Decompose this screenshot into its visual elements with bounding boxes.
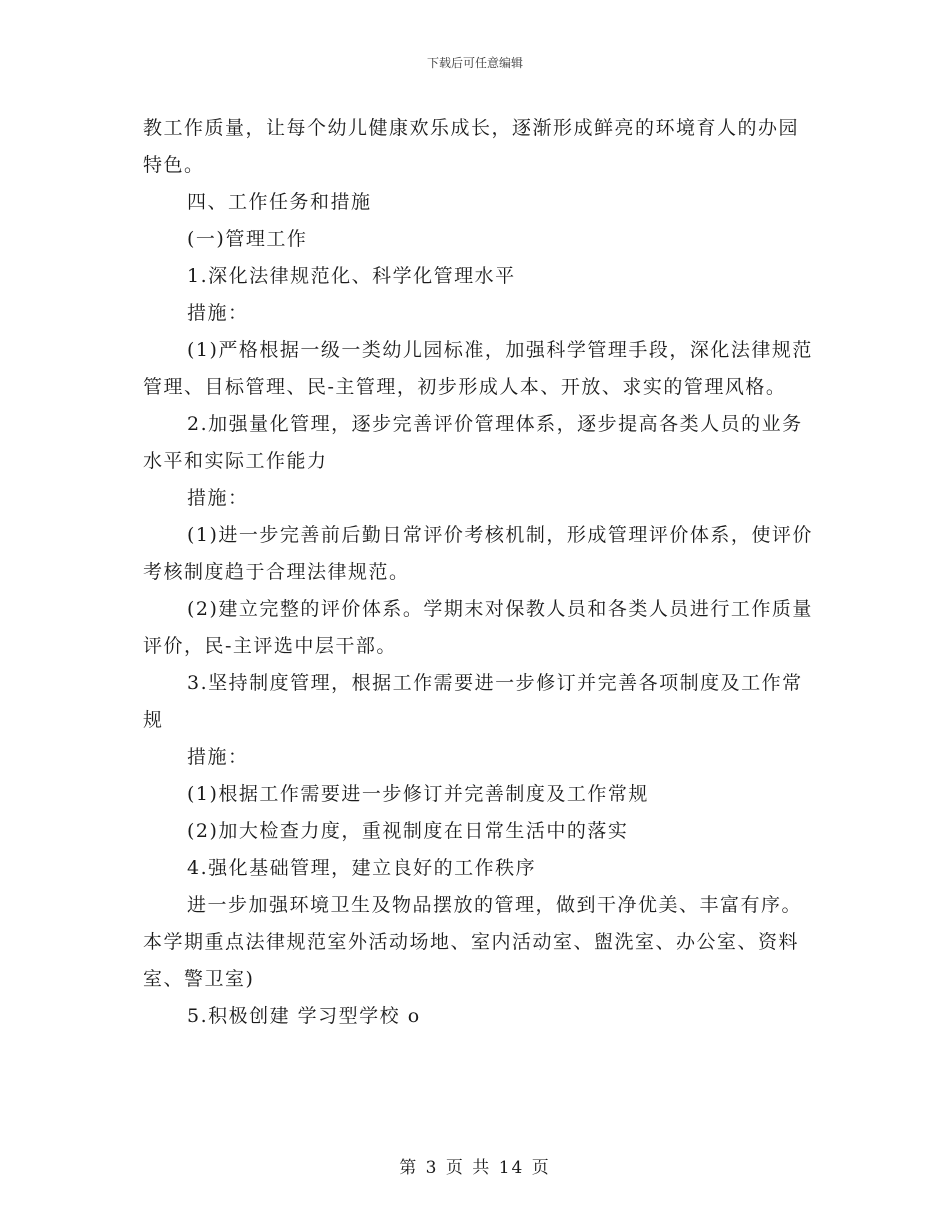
measures-label-3: 措施： [187, 746, 249, 768]
item-heading-4: 4.强化基础管理，建立良好的工作秩序 [187, 857, 537, 879]
section-heading: 四、工作任务和措施 [187, 191, 372, 213]
measures-label-2: 措施： [187, 487, 249, 509]
measure-3-1: (1)根据工作需要进一步修订并完善制度及工作常规 [187, 783, 649, 805]
paragraph-1: 教工作质量，让每个幼儿健康欢乐成长，逐渐形成鲜亮的环境育人的办园特色。 [143, 117, 800, 176]
item-heading-2: 2.加强量化管理，逐步完善评价管理体系，逐步提高各类人员的业务水平和实际工作能力 [143, 413, 803, 472]
measure-2-2: (2)建立完整的评价体系。学期末对保教人员和各类人员进行工作质量评价，民-主评选中层干部。 [143, 598, 813, 657]
item-heading-3: 3.坚持制度管理，根据工作需要进一步修订并完善各项制度及工作常规 [143, 672, 803, 731]
measure-1-1: (1)严格根据一级一类幼儿园标准，加强科学管理手段，深化法律规范管理、目标管理、民-主管理，初步形成人本、开放、求实的管理风格。 [143, 339, 813, 398]
page-header: 下载后可任意编辑 [426, 56, 523, 70]
item-heading-1: 1.深化法律规范化、科学化管理水平 [187, 265, 516, 287]
measure-3-2: (2)加大检查力度，重视制度在日常生活中的落实 [187, 820, 629, 842]
item-4-body: 进一步加强环境卫生及物品摆放的管理，做到干净优美、丰富有序。本学期重点法律规范室外活动场地、室内活动室、盥洗室、办公室、资料室、警卫室) [143, 894, 803, 990]
item-heading-5: 5.积极创建 学习型学校 o [187, 1005, 421, 1027]
measure-2-1: (1)进一步完善前后勤日常评价考核机制，形成管理评价体系，使评价考核制度趋于合理法律规范。 [143, 524, 813, 583]
document-body [143, 110, 813, 1035]
subsection-heading: (一)管理工作 [187, 228, 308, 250]
page-footer: 第 3 页 共 14 页 [399, 1158, 551, 1178]
measures-label-1: 措施： [187, 302, 249, 324]
